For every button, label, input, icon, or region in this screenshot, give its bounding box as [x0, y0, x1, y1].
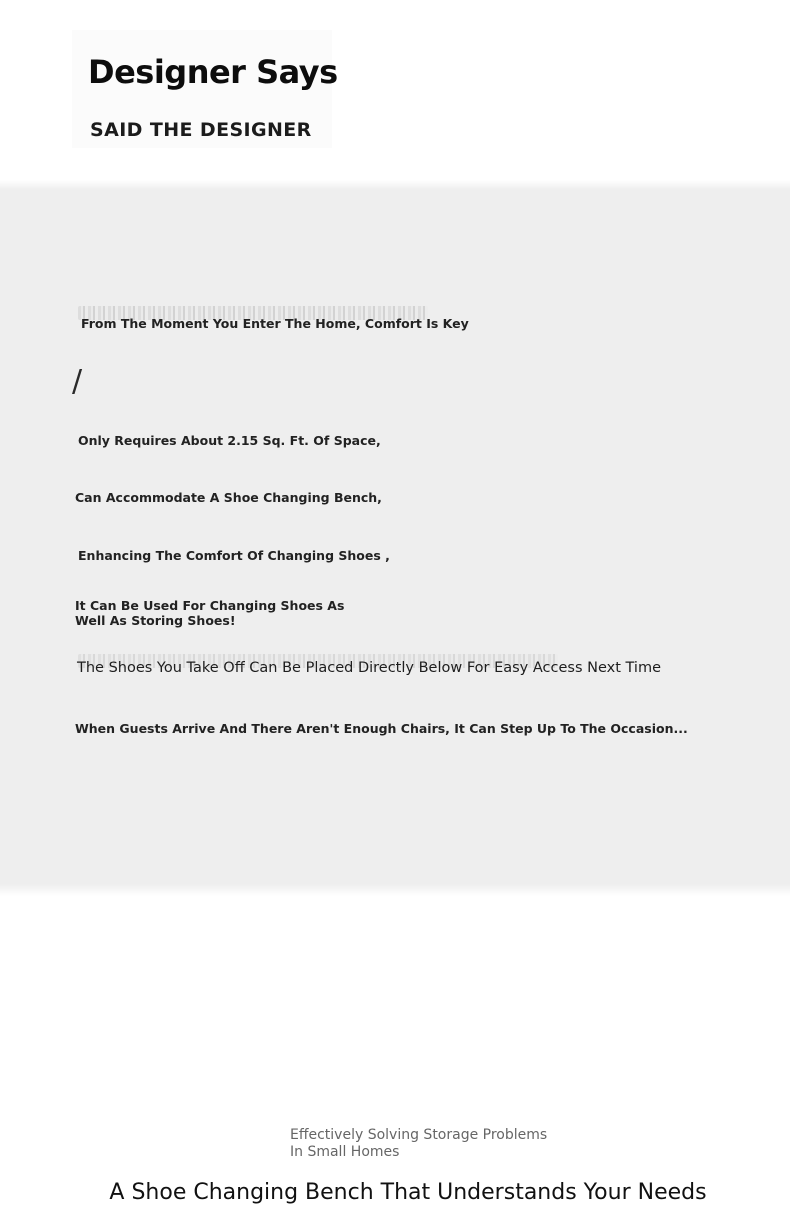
feature-guests: When Guests Arrive And There Aren't Enough Chairs, It Can Step Up To The Occasion...: [75, 721, 688, 736]
feature-accommodate: Can Accommodate A Shoe Changing Bench,: [75, 490, 382, 505]
page-title: Designer Says: [88, 53, 338, 91]
closing-subtitle: Effectively Solving Storage Problems In Small Homes: [290, 1127, 548, 1160]
section-divider-bottom: [0, 884, 790, 896]
feature-dual-use: It Can Be Used For Changing Shoes As Well As Storing Shoes!: [75, 598, 345, 628]
page-subtitle: SAID THE DESIGNER: [90, 119, 312, 141]
feature-placement: The Shoes You Take Off Can Be Placed Directly Below For Easy Access Next Time: [77, 660, 661, 676]
feature-comfort: Enhancing The Comfort Of Changing Shoes ,: [78, 548, 390, 563]
divider-mark: /: [72, 364, 83, 399]
closing-section: [0, 896, 790, 1223]
closing-headline: A Shoe Changing Bench That Understands Your Needs: [109, 1180, 707, 1205]
features-section: [0, 184, 790, 890]
feature-space: Only Requires About 2.15 Sq. Ft. Of Space,: [78, 433, 381, 448]
feature-intro: From The Moment You Enter The Home, Comfort Is Key: [81, 316, 469, 331]
section-divider-top: [0, 180, 790, 190]
